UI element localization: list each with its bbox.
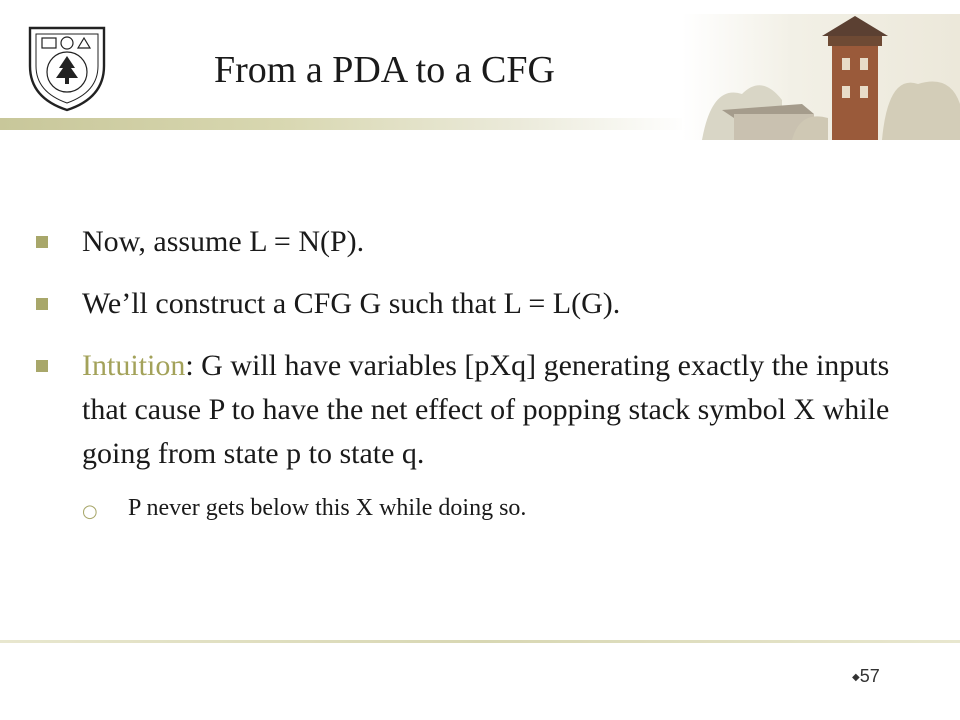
bullet-square-icon bbox=[36, 236, 48, 248]
hollow-circle-bullet-icon: ○ bbox=[82, 501, 98, 522]
university-seal-logo bbox=[26, 22, 108, 114]
header-accent-band bbox=[0, 118, 690, 130]
bullet-item bbox=[36, 282, 916, 326]
bullet-text: We’ll construct a CFG G such that L = L(G). bbox=[82, 287, 621, 320]
bullet-square-icon bbox=[36, 360, 48, 372]
campus-tower-photo bbox=[682, 14, 960, 140]
bullet-accent-text: Intuition bbox=[82, 349, 186, 382]
page-number bbox=[852, 666, 880, 687]
bullet-text: Now, assume L = N(P). bbox=[82, 225, 365, 258]
bullet-square-icon bbox=[36, 298, 48, 310]
footer-divider bbox=[0, 640, 960, 643]
slide-title: From a PDA to a CFG bbox=[214, 49, 555, 91]
bullet-item bbox=[36, 344, 916, 476]
bullet-list bbox=[36, 220, 916, 526]
sub-bullet-item bbox=[36, 490, 916, 526]
page-number-text: 57 bbox=[859, 666, 880, 686]
bullet-item bbox=[36, 220, 916, 264]
page-diamond-icon: ◆ bbox=[852, 671, 860, 683]
sub-bullet-text: P never gets below this X while doing so. bbox=[128, 495, 527, 521]
bullet-text: : G will have variables [pXq] generating exactly the inputs that cause P to have the net effect of popping stack symbol X while going from state p to state q. bbox=[82, 349, 890, 470]
